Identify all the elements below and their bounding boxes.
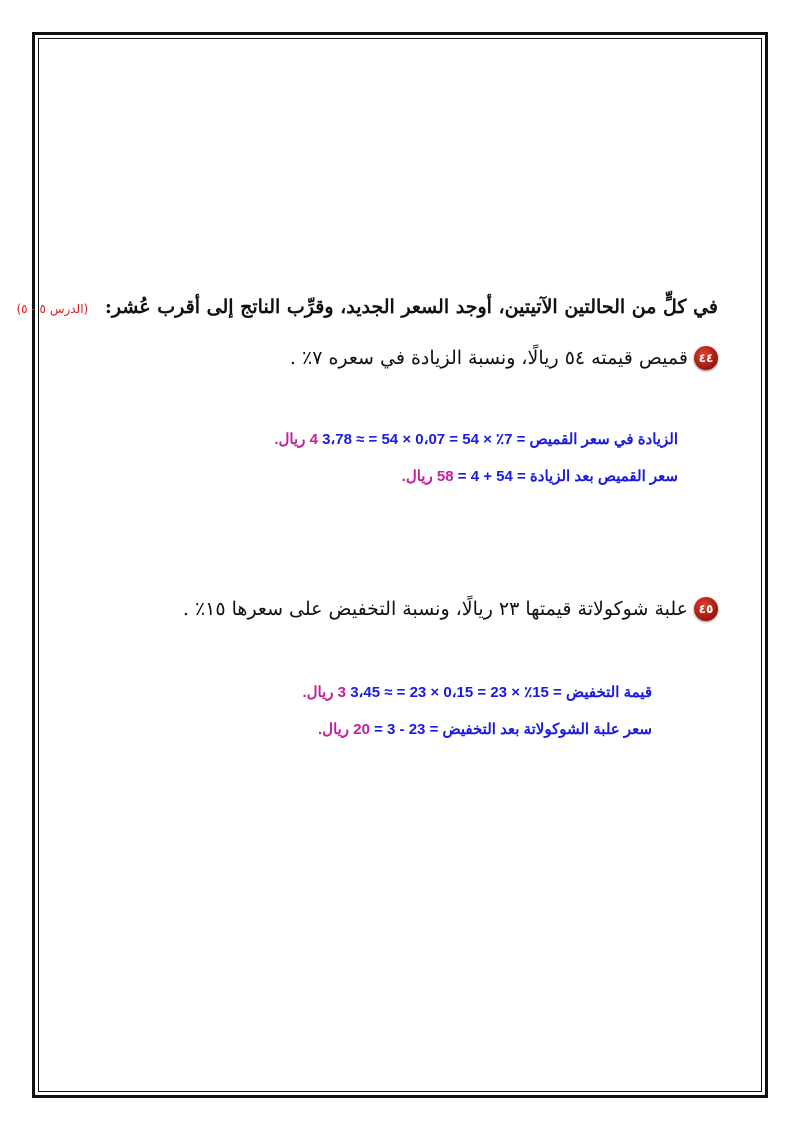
problem-text: علبة شوكولاتة قيمتها ٢٣ ريالًا، ونسبة التخفيض على سعرها ١٥٪ . [182, 598, 688, 620]
heading-text: في كلٍّ من الحالتين الآتيتين، أوجد السعر الجديد، وقرِّب الناتج إلى أقرب عُشر: [104, 296, 718, 318]
solution-expression: سعر القميص بعد الزيادة = 54 + 4 = [457, 468, 678, 485]
solution-line [302, 683, 652, 701]
solution-expression: سعر علبة الشوكولاتة بعد التخفيض = 23 - 3 = [374, 721, 652, 738]
problem-number-badge: ٤٤ [694, 346, 718, 370]
solution-line [318, 720, 652, 738]
solution-expression: قيمة التخفيض = 15٪ × 23 = 0،15 × 23 = ≈ 3،45 [350, 684, 652, 701]
page-border-inner [38, 38, 762, 1092]
solution-answer: 20 ريال. [318, 721, 370, 738]
solution-answer: 4 ريال. [274, 431, 318, 448]
problem-text: قميص قيمته ٥٤ ريالًا، ونسبة الزيادة في سعره ٧٪ . [289, 347, 688, 369]
problem-44 [290, 346, 718, 370]
solution-line [402, 467, 678, 485]
solution-answer: 3 ريال. [302, 684, 347, 701]
solution-line [274, 430, 678, 448]
problem-45 [183, 597, 718, 621]
problem-number-badge: ٤٥ [694, 597, 718, 621]
solution-expression: الزيادة في سعر القميص = 7٪ × 54 = 0،07 × 54 = ≈ 3،78 [322, 431, 678, 448]
solution-answer: 58 ريال. [401, 468, 454, 485]
lesson-reference: (الدرس ٥ - ٥) [16, 302, 89, 316]
exercise-heading [16, 296, 718, 318]
